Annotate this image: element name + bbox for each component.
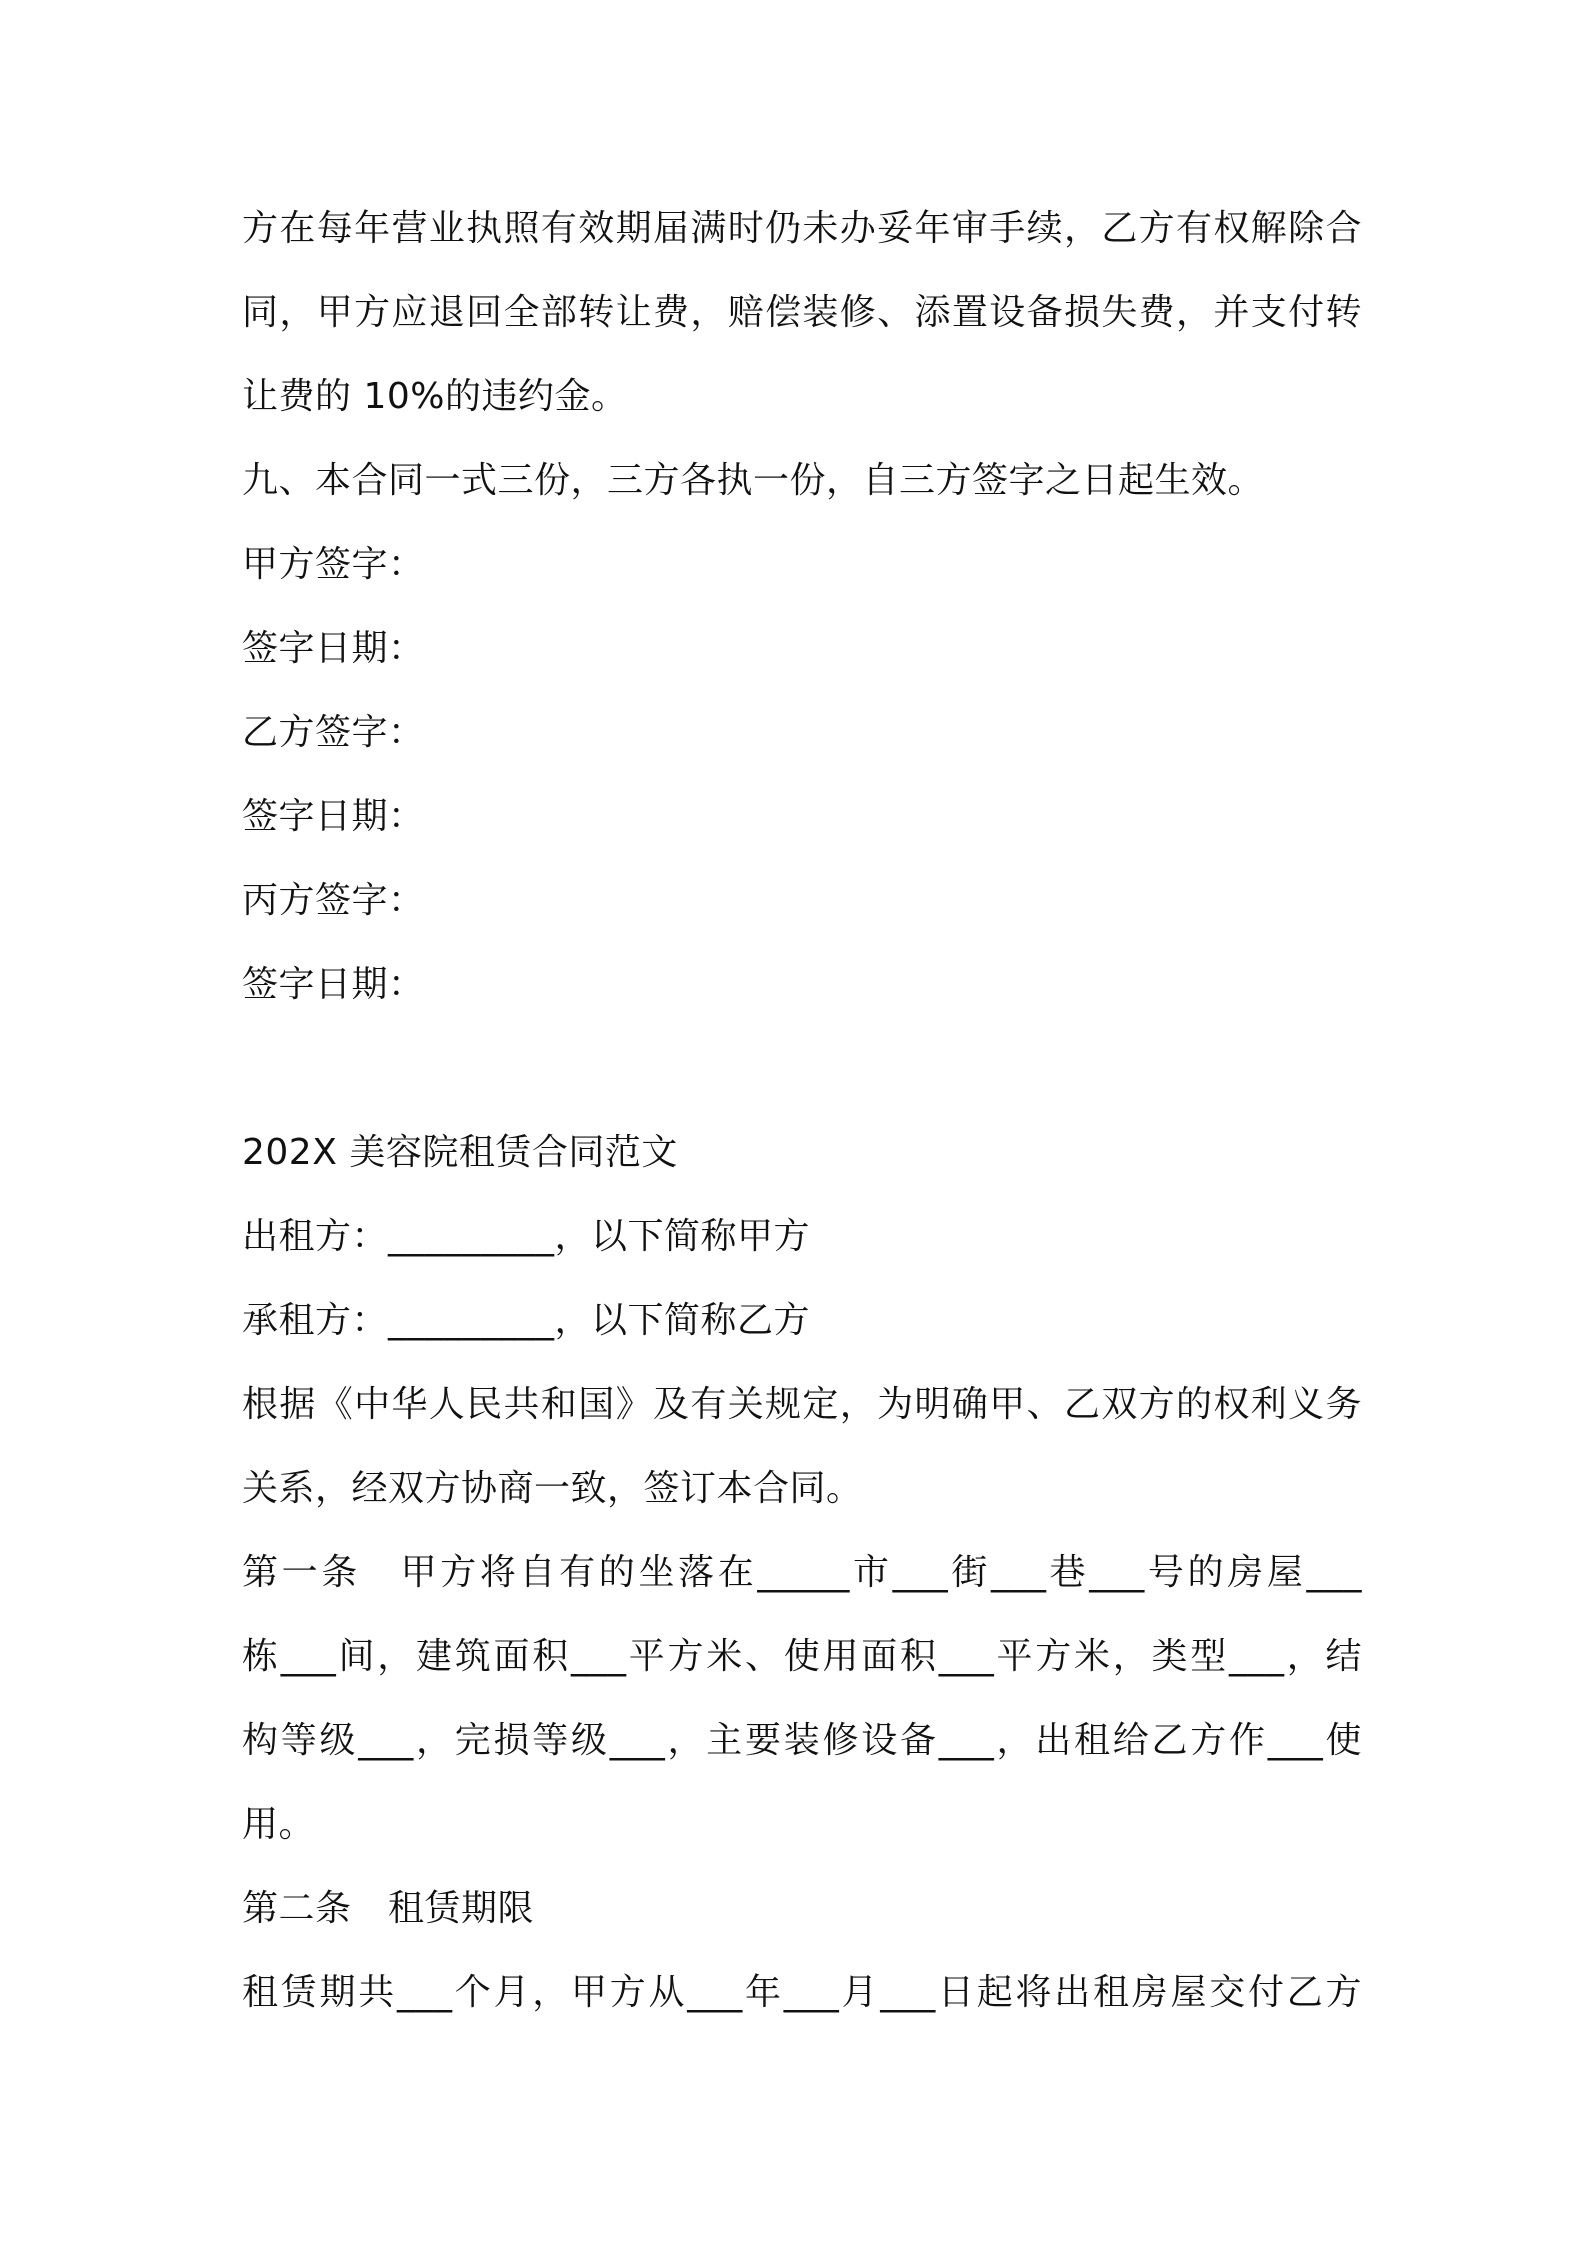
article-1-line: 构等级___，完损等级___，主要装修设备___，出租给乙方作___使 (242, 1720, 1362, 1761)
intro-line: 根据《中华人民共和国》及有关规定，为明确甲、乙双方的权利义务 (242, 1384, 1362, 1425)
party-a-signature-label: 甲方签字： (242, 544, 425, 585)
party-a-date-label: 签字日期： (242, 628, 425, 669)
paragraph-line: 同，甲方应退回全部转让费，赔偿装修、添置设备损失费，并支付转 (242, 292, 1362, 333)
party-c-date-label: 签字日期： (242, 964, 425, 1005)
lessor-line: 出租方：_________，以下简称甲方 (242, 1216, 811, 1257)
party-c-signature-label: 丙方签字： (242, 880, 425, 921)
intro-line: 关系，经双方协商一致，签订本合同。 (242, 1468, 863, 1509)
contract-title: 202X 美容院租赁合同范文 (242, 1132, 678, 1173)
paragraph-line: 方在每年营业执照有效期届满时仍未办妥年审手续，乙方有权解除合 (242, 208, 1362, 249)
article-2-line: 租赁期共___个月，甲方从___年___月___日起将出租房屋交付乙方 (242, 1972, 1362, 2013)
party-b-signature-label: 乙方签字： (242, 712, 425, 753)
party-b-date-label: 签字日期： (242, 796, 425, 837)
paragraph-line: 让费的 10%的违约金。 (242, 376, 628, 417)
article-1-line: 第一条 甲方将自有的坐落在_____市___街___巷___号的房屋___ (242, 1552, 1362, 1593)
article-2-heading: 第二条 租赁期限 (242, 1888, 535, 1929)
clause-9: 九、本合同一式三份，三方各执一份，自三方签字之日起生效。 (242, 460, 1265, 501)
article-1-line: 栋___间，建筑面积___平方米、使用面积___平方米，类型___，结 (242, 1636, 1362, 1677)
lessee-line: 承租方：_________，以下简称乙方 (242, 1300, 811, 1341)
article-1-line: 用。 (242, 1804, 316, 1845)
